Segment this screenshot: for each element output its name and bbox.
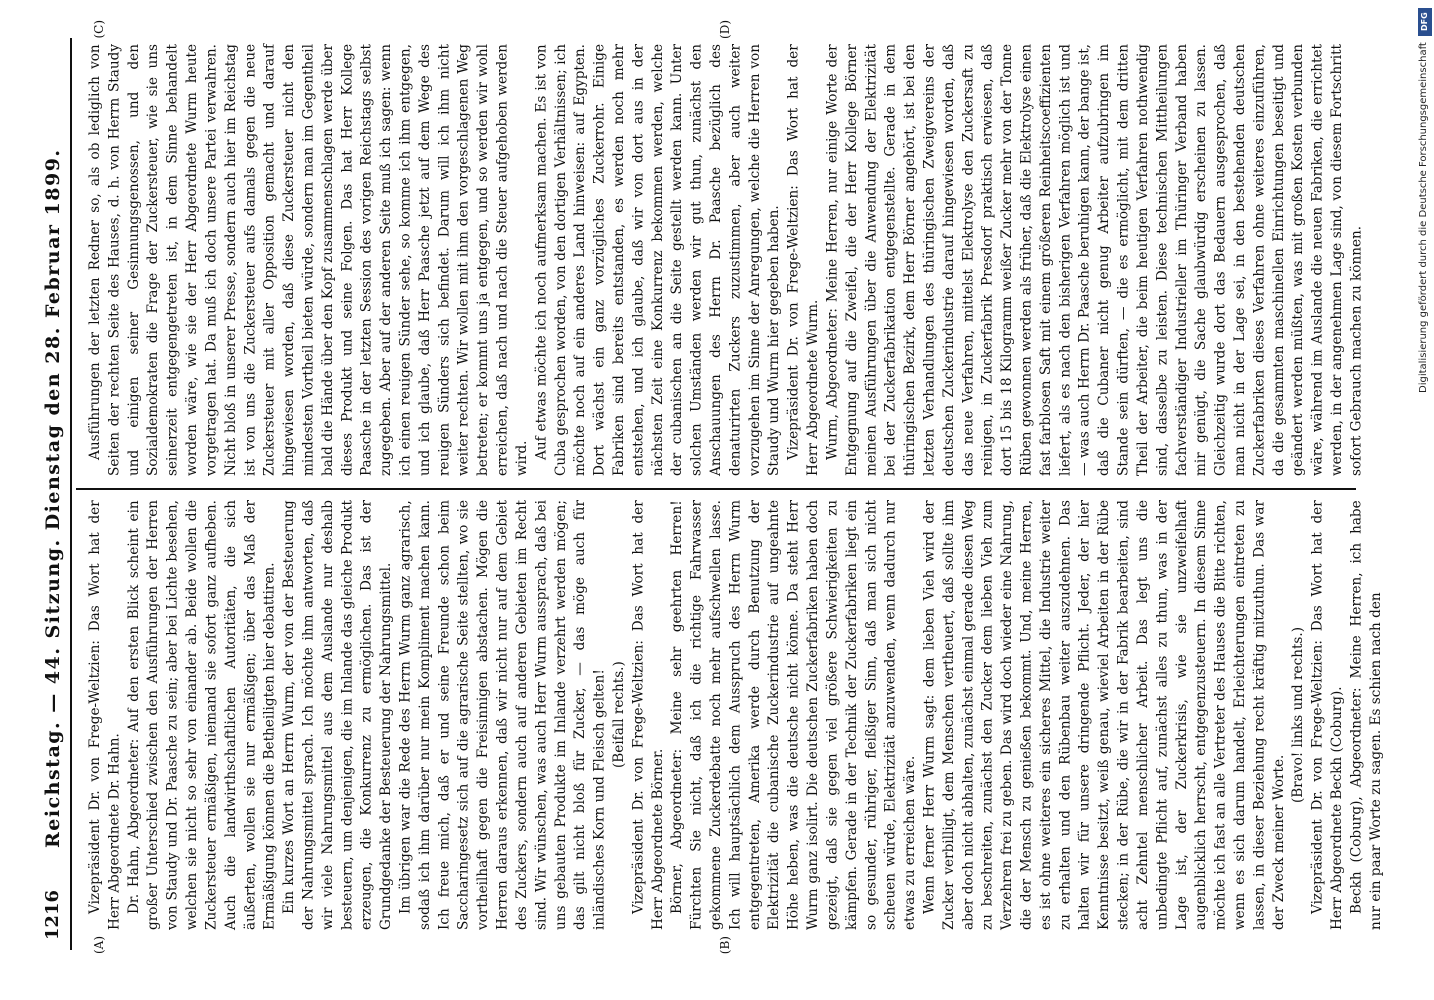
paragraph: Wurm, Abgeordneter: Meine Herren, nur einige Worte der Entgegnung auf die Zweifel, die der Herr Kollege Börner meinen Ausführungen über die Anwendung der Elektrizität bei der Zuckerfabrikation entgegenstellte. Gerade in dem thüringischen Bezirk, dem Herr Börner angehört, ist bei den letzten Verhandlungen des thüringischen Zweigvereins der deutschen Zuckerindustrie darauf hingewiesen worden, daß das neue Verfahren, mittelst Elektrolyse den Zuckersaft zu reinigen, in Zuckerfabrik Presdorf praktisch erwiesen, daß dort 15 bis 18 Kilogramm weißer Zucker mehr von der Tonne Rüben gewonnen werden als früher, daß die Elektrolyse einen fast farblosen Saft mit einem größeren Reinheitscoeffizienten liefert, als es nach den bisherigen Verfahren möglich ist und — was auch Herrn Dr. Paasche beruhigen kann, der bange ist, daß die Cubaner nicht genug Arbeiter aufzubringen im Stande sein dürften, — die es ermöglicht, mit dem dritten Theil der Arbeiter, die beim heutigen Verfahren nothwendig sind, dasselbe zu leisten. Diese technischen Mittheilungen fachverständiger Industrieller im Thüringer Verband haben mir genügt, die Sache glaubwürdig erscheinen zu lassen. Gleichzeitig wurde dort das Bedauern ausgesprochen, daß man nicht in der Lage sei, in den bestehenden deutschen Zuckerfabriken dieses Verfahren ohne weiteres einzuführen, da die gesammten maschinellen Einrichtungen beseitigt und geändert werden müßten, was mit großen Kosten verbunden wäre, während im Auslande die neuen Fabriken, die errichtet werden, in der angenehmen Lage sind, von diesem Fortschritt sofort Gebrauch machen zu können. (824, 44, 1365, 476)
paragraph: Ausführungen der letzten Redner so, als ob lediglich von Seiten der rechten Seite des Hauses, d. h. von Herrn Staudy und einigen seiner Gesinnungsgenossen, und den Sozialdemokraten die Frage der Zuckersteuer, wie sie uns seinerzeit entgegengetreten ist, in dem Sinne behandelt worden wäre, wie sie der Herr Abgeordnete Wurm heute vorgetragen hat. Da muß ich doch unsere Partei verwahren. Nicht bloß in unserer Presse, sondern auch hier im Reichstag ist von uns die Zuckersteuer aufs damals gegen die neue Zuckersteuer mit aller Opposition gemacht und darauf hingewiesen worden, daß diese Zuckersteuer nicht den mindesten Vortheil bieten würde, sondern man im Gegentheil bald die Hände über den Kopf zusammenschlagen werde über dieses Produkt und seine Folgen. Das hat Herr Kollege Paasche in der letzten Session des vorigen Reichstags selbst zugegeben. Aber auf der anderen Seite muß ich sagen: wenn ich einen reuigen Sünder sehe, so komme ich ihm entgegen, und ich glaube, daß Herr Paasche jetzt auf dem Wege des reuigen Sünders sich befindet. Darum will ich ihm nicht weiter rechten. Wir wollen mit ihm den vorgeschlagenen Weg betreten; er kommt uns ja entgegen, und so werden wir wohl erreichen, daß nach und nach die Steuer aufgehoben werden wird. (87, 44, 530, 476)
paragraph: Vizepräsident Dr. von Frege-Weltzien: Das Wort hat der Herr Abgeordnete Beckh (Coburg). (1309, 500, 1345, 930)
paragraph: Dr. Hahn, Abgeordneter: Auf den ersten Blick scheint ein großer Unterschied zwischen den Ausführungen der Herren von Staudy und Dr. Paasche zu sein; aber bei Lichte besehen, welchen sie nicht so sehr von einander ab. Beide wollen die Zuckersteuer ermäßigen, niemand sie sofort ganz aufheben. Auch die landwirthschaftlichen Autoritäten, die sich äußerten, wollen sie nur ermäßigen; über das Maß der Ermäßigung können die Betheiligten hier debattiren. (125, 500, 278, 930)
paragraph: Börner, Abgeordneter: Meine sehr geehrten Herren! Fürchten Sie nicht, daß ich die richtige Fahrwasser gekommene Zuckerdebatte noch mehr aufschwellen lasse. Ich will hauptsächlich dem Ausspruch des Herrn Wurm entgegentreten, Amerika werde durch Benutzung der Elektrizität die cubanische Zuckerindustrie auf ungeahnte Höhe heben, was die deutsche nicht könne. Da steht Herr Wurm ganz isolirt. Die deutschen Zuckerfabriken haben doch gezeigt, daß sie gegen viel größere Schwierigkeiten zu kämpfen. Gerade in der Technik der Zuckerfabriken liegt ein so gesunder, rühriger, fleißiger Sinn, daß man sich nicht scheuen würde, Elektrizität anzuwenden, wenn dadurch nur etwas zu erreichen wäre. (669, 500, 919, 930)
margin-mark-d: (D) (718, 20, 732, 39)
paragraph: Ein kurzes Wort an Herrn Wurm, der von der Besteuerung der Nahrungsmittel sprach. Ich möchte ihm antworten, daß wir viele Nahrungsmittel aus dem Auslande nur deshalb besteuern, um denjenigen, die im Inlande das gleiche Produkt erzeugen, die Konkurrenz zu ermöglichen. Das ist der Grundgedanke der Besteuerung der Nahrungsmittel. (281, 500, 395, 930)
applause-note: (Beifall rechts.) (610, 661, 627, 769)
paragraph: Beckh (Coburg), Abgeordneter: Meine Herren, ich habe nur ein paar Worte zu sagen. Es schien nach den (1348, 500, 1384, 930)
paragraph: Im übrigen war die Rede des Herrn Wurm ganz agrarisch, sodaß ich ihm darüber nur mein Kompliment machen kann. Ich freue mich, daß er und seine Freunde schon beim Saccharingesetz sich auf die agrarische Seite stellten, wo sie vortheilhaft gegen die Freisinnigen abstachen. Mögen die Herren daraus erkennen, daß wir nicht nur auf dem Gebiet des Zuckers, sondern auch auf anderen Gebieten im Recht sind. Wir wünschen, was auch Herr Wurm aussprach, daß bei uns gebauten Produkte im Inlande verzehrt werden mögen; das gilt nicht bloß für Zucker, — das möge auch für inländisches Korn und Fleisch gelten! (397, 500, 608, 930)
paragraph: Auf etwas möchte ich noch aufmerksam machen. Es ist von Cuba gesprochen worden, von den dortigen Verhältnissen; ich möchte noch auf ein anderes Land hinweisen: auf Egypten. Dort wächst ein ganz vorzügliches Zuckerrohr. Einige Fabriken sind bereits entstanden, es werden noch mehr entstehen, und ich glaube, daß wir von dort aus in der nächsten Zeit eine Konkurrenz bekommen werden, welche der cubanischen an die Seite gestellt werden kann. Unter solchen Umständen werden wir gut thun, zunächst den Anschauungen des Herrn Dr. Paasche bezüglich des denaturirten Zuckers zuzustimmen, aber auch weiter vorzugehen im Sinne der Anregungen, welche die Herren von Staudy und Wurm hier gegeben haben. (533, 44, 783, 476)
paragraph: Vizepräsident Dr. von Frege-Weltzien: Das Wort hat der Herr Abgeordnete Dr. Hahn. (87, 500, 123, 930)
column-left (86, 500, 1384, 930)
dfg-logo: DFG (1418, 8, 1432, 36)
column-divider (76, 488, 1356, 490)
paragraph: Vizepräsident Dr. von Frege-Weltzien: Das Wort hat der Herr Abgeordnete Wurm. (785, 44, 822, 476)
column-right (86, 44, 1365, 476)
running-title: Reichstag. — 44. Sitzung. Dienstag den 28. Februar 1899. (42, 148, 64, 848)
paragraph: Wenn ferner Herr Wurm sagt: dem lieben Vieh wird der Zucker verbilligt, dem Menschen vertheuert, daß sollte ihm aber doch nicht abhalten, zunächst einmal gerade diesen Weg zu beschreiten, zunächst den Zucker dem lieben Vieh zum Verzehren frei zu geben. Das wird doch wieder eine Nahrung, die der Mensch zu genießen bekommt. Und, meine Herren, es ist ohne weiteres ein sicheres Mittel, die Industrie weiter zu erhalten und den Rübenbau weiter auszudehnen. Das halten wir für unsere dringende Pflicht. Jeder, der hier Kenntnisse besitzt, weiß genau, wieviel Arbeiten in der Rübe stecken; in der Rübe, die wir in der Fabrik bearbeiten, sind acht Zehntel menschlicher Arbeit. Das legt uns die unbedingte Pflicht auf, zunächst alles zu thun, was in der Lage ist, der Zuckerkrisis, wie sie unzweifelhaft augenblicklich herrscht, entgegenzusteuern. In diesem Sinne möchte ich fast an alle Vertreter des Hauses die Bitte richten, wenn es sich darum handelt, Erleichterungen eintreten zu lassen, in dieser Beziehung recht kräftig mitzuthun. Das war der Zweck meiner Worte. (921, 500, 1287, 930)
margin-mark-b: (B) (718, 936, 732, 955)
page-number: 1216 (42, 890, 63, 941)
header-rule (70, 38, 72, 950)
applause-note: (Bravo! links und rechts.) (1290, 626, 1307, 804)
margin-mark-c: (C) (92, 20, 106, 39)
paragraph: Vizepräsident Dr. von Frege-Weltzien: Das Wort hat der Herr Abgeordnete Börner. (630, 500, 666, 930)
margin-mark-a: (A) (92, 936, 106, 955)
digitization-note: Digitalisierung gefördert durch die Deutsche Forschungsgemeinschaft (1418, 42, 1429, 393)
